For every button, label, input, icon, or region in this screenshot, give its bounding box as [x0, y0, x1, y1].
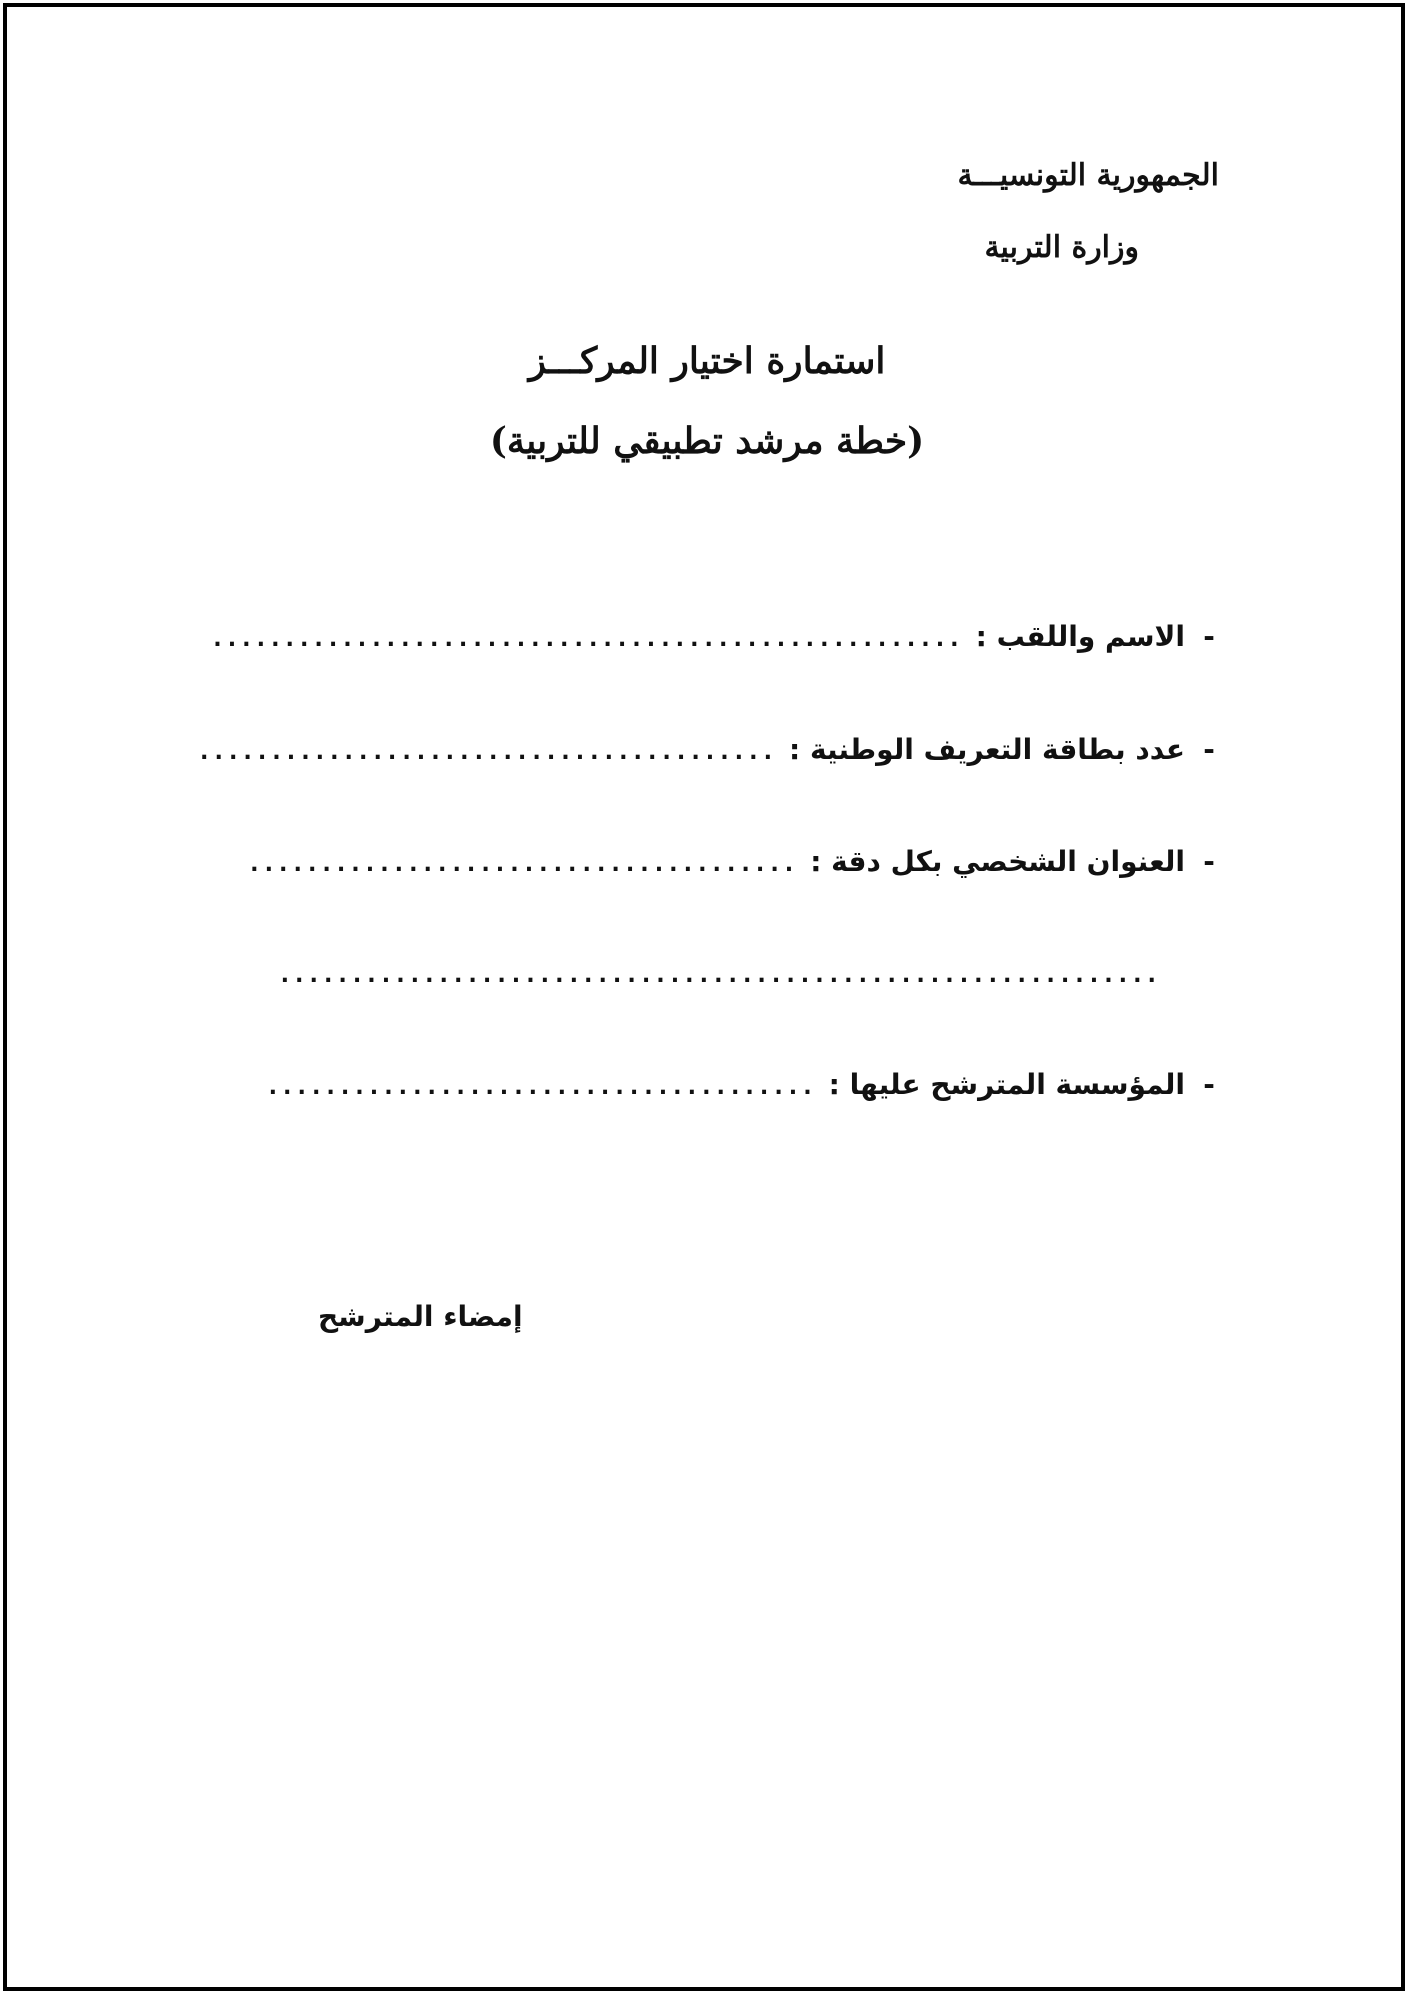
field-address-label: العنوان الشخصي بكل دقة :: [810, 845, 1185, 878]
page-border: [3, 3, 1405, 1991]
signature-label: إمضاء المترشح: [318, 1300, 523, 1333]
field-id-card-label: عدد بطاقة التعريف الوطنية :: [789, 733, 1185, 766]
field-name-input-line[interactable]: ....................................................: [210, 624, 962, 652]
field-institution-label: المؤسسة المترشح عليها :: [828, 1068, 1185, 1101]
field-id-card: [197, 733, 1219, 766]
field-address: [247, 845, 1219, 878]
ministry-name: وزارة التربية: [984, 230, 1139, 265]
field-bullet: -: [1203, 733, 1215, 766]
field-bullet: -: [1203, 620, 1215, 653]
field-institution-input-line[interactable]: ......................................: [265, 1072, 815, 1100]
field-address-input-line[interactable]: ......................................: [247, 849, 797, 877]
form-subtitle: (خطة مرشد تطبيقي للتربية): [489, 420, 925, 462]
field-name-label: الاسم واللقب :: [975, 620, 1185, 653]
field-bullet: -: [1203, 845, 1215, 878]
field-name: [210, 620, 1219, 653]
field-bullet: -: [1203, 1068, 1215, 1101]
country-name: الجمهورية التونسيـــة: [957, 158, 1219, 193]
field-id-card-input-line[interactable]: ........................................: [197, 737, 776, 765]
form-title: استمارة اختيار المركـــز: [528, 340, 886, 382]
field-address-continuation-line[interactable]: .............................................................: [277, 960, 1159, 988]
field-institution: [266, 1068, 1219, 1101]
